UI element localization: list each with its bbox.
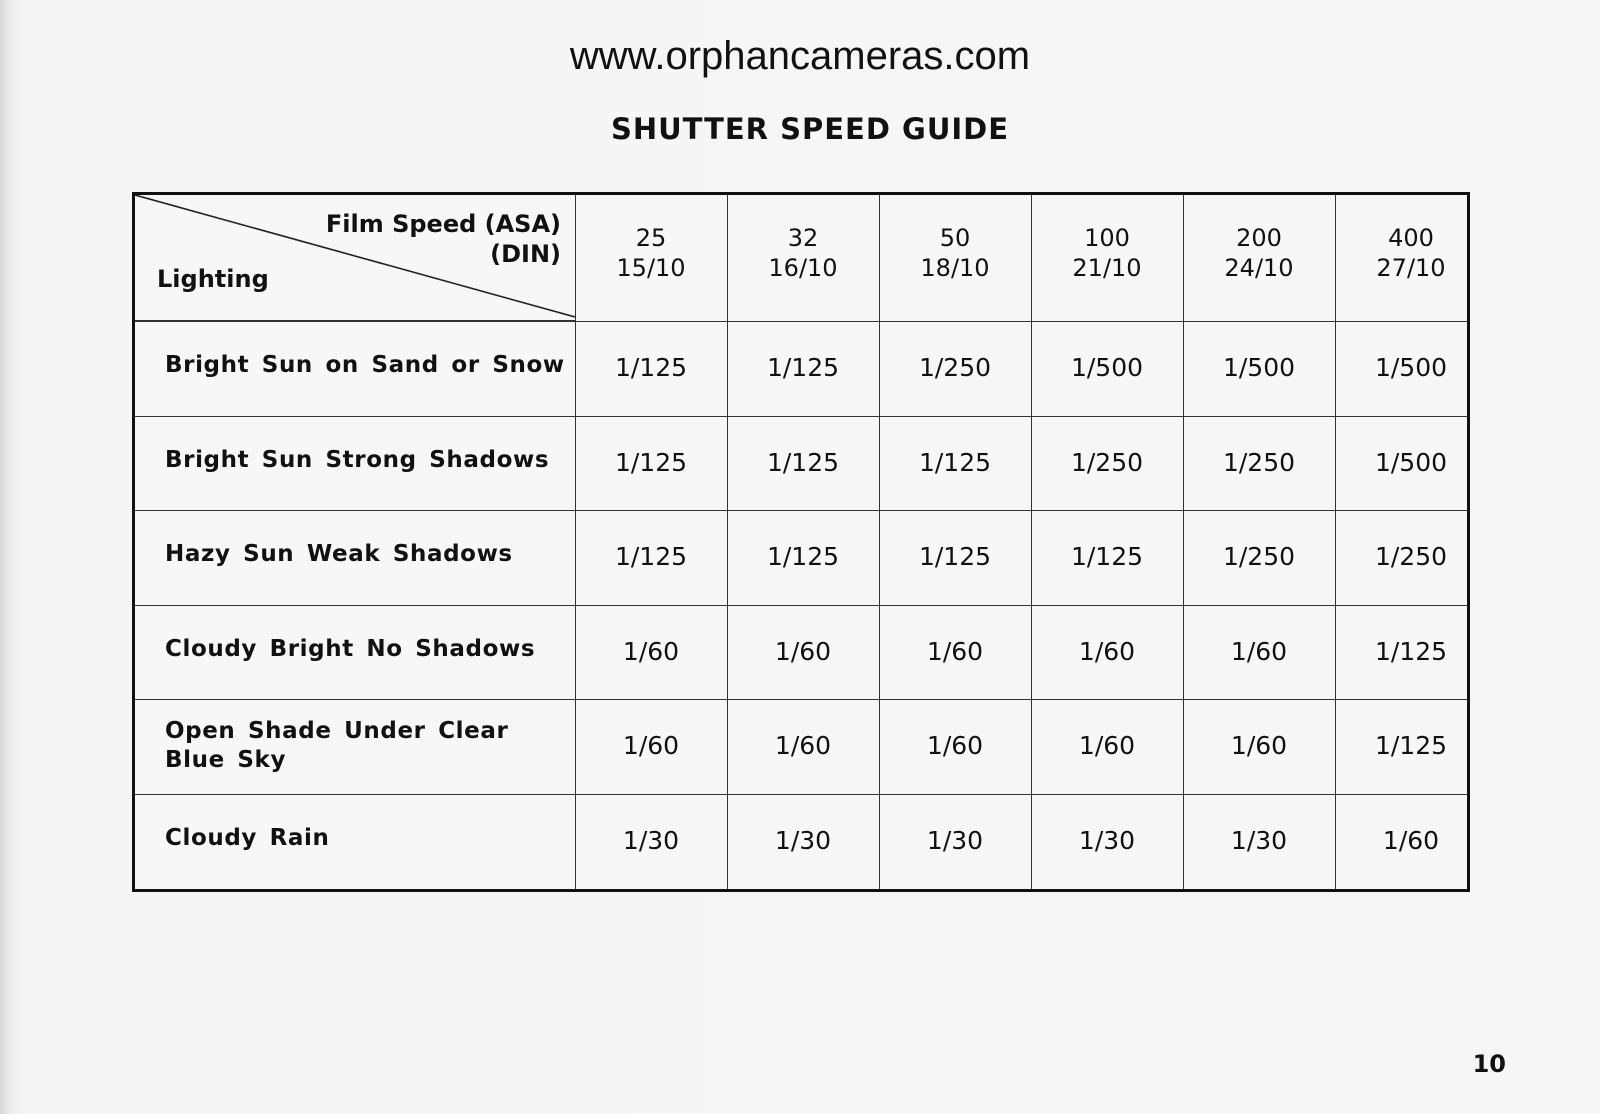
column-header-32 bbox=[727, 223, 879, 283]
row-label-line: Hazy Sun Weak Shadows bbox=[165, 541, 513, 568]
shutter-speed-cell: 1/500 bbox=[1374, 353, 1448, 382]
row-label bbox=[165, 351, 565, 380]
shutter-speed-cell: 1/500 bbox=[1070, 353, 1144, 382]
shutter-speed-cell: 1/500 bbox=[1374, 447, 1448, 477]
row-divider bbox=[135, 794, 1467, 795]
shutter-speed-cell: 1/125 bbox=[1374, 636, 1448, 666]
row-label-line: Cloudy Rain bbox=[165, 825, 330, 851]
row-label bbox=[165, 824, 330, 853]
column-header-25 bbox=[575, 223, 727, 283]
row-divider bbox=[135, 416, 1467, 417]
shutter-speed-cell: 1/125 bbox=[918, 447, 992, 477]
film-speed-din-label: (DIN) bbox=[490, 240, 561, 268]
din-value: 18/10 bbox=[920, 254, 990, 282]
film-speed-asa-label: Film Speed (ASA) bbox=[325, 210, 561, 238]
asa-value: 25 bbox=[635, 224, 667, 252]
asa-value: 32 bbox=[787, 224, 819, 252]
row-label-line: Open Shade Under Clear bbox=[165, 718, 509, 745]
shutter-speed-cell: 1/125 bbox=[614, 542, 688, 572]
shutter-speed-cell: 1/250 bbox=[1070, 447, 1144, 477]
site-url: www.orphancameras.com bbox=[569, 34, 1031, 78]
shutter-speed-cell: 1/30 bbox=[1078, 826, 1136, 855]
row-divider bbox=[135, 510, 1467, 511]
column-header-400 bbox=[1335, 223, 1487, 283]
din-value: 16/10 bbox=[768, 254, 838, 282]
asa-value: 100 bbox=[1084, 224, 1130, 252]
shutter-speed-cell: 1/60 bbox=[1382, 826, 1440, 855]
shutter-speed-cell: 1/60 bbox=[1230, 731, 1288, 761]
shutter-speed-cell: 1/250 bbox=[1374, 542, 1448, 572]
shutter-speed-cell: 1/125 bbox=[614, 447, 688, 477]
row-divider bbox=[135, 605, 1467, 606]
row-label-line: Bright Sun on Sand or Snow bbox=[165, 352, 565, 378]
row-label-line: Cloudy Bright No Shadows bbox=[165, 635, 536, 662]
shutter-speed-cell: 1/30 bbox=[774, 826, 832, 855]
shutter-speed-cell: 1/125 bbox=[918, 542, 992, 572]
shutter-speed-cell: 1/30 bbox=[622, 826, 680, 855]
column-header-50 bbox=[879, 223, 1031, 283]
shutter-speed-cell: 1/60 bbox=[774, 731, 832, 761]
shutter-speed-cell: 1/60 bbox=[1078, 731, 1136, 761]
row-label bbox=[165, 635, 535, 664]
row-label-line: Blue Sky bbox=[165, 747, 287, 774]
shutter-speed-cell: 1/60 bbox=[622, 731, 680, 761]
shutter-speed-cell: 1/250 bbox=[1222, 447, 1296, 477]
shutter-speed-cell: 1/60 bbox=[1078, 636, 1136, 666]
shutter-speed-cell: 1/60 bbox=[1230, 636, 1288, 666]
shutter-speed-cell: 1/500 bbox=[1222, 353, 1296, 382]
din-value: 24/10 bbox=[1224, 254, 1294, 282]
page-title: SHUTTER SPEED GUIDE bbox=[610, 112, 1010, 146]
row-label-line: Bright Sun Strong Shadows bbox=[165, 446, 550, 473]
shutter-speed-cell: 1/125 bbox=[1070, 542, 1144, 572]
shutter-speed-cell: 1/60 bbox=[926, 731, 984, 761]
shutter-speed-cell: 1/60 bbox=[926, 636, 984, 666]
din-value: 15/10 bbox=[616, 254, 686, 282]
row-divider bbox=[135, 699, 1467, 700]
asa-value: 400 bbox=[1388, 224, 1434, 252]
row-label bbox=[165, 446, 549, 475]
din-value: 27/10 bbox=[1376, 254, 1446, 282]
shutter-speed-cell: 1/125 bbox=[766, 353, 840, 382]
column-header-200 bbox=[1183, 223, 1335, 283]
shutter-speed-cell: 1/125 bbox=[1374, 731, 1448, 761]
shutter-speed-cell: 1/60 bbox=[622, 636, 680, 666]
asa-value: 200 bbox=[1236, 224, 1282, 252]
corner-header-cell bbox=[135, 195, 575, 321]
shutter-speed-cell: 1/30 bbox=[926, 826, 984, 855]
shutter-speed-cell: 1/125 bbox=[766, 447, 840, 477]
column-header-100 bbox=[1031, 223, 1183, 283]
film-speed-header bbox=[326, 209, 561, 269]
lighting-header: Lighting bbox=[157, 265, 269, 293]
shutter-speed-cell: 1/125 bbox=[614, 353, 688, 382]
shutter-speed-cell: 1/60 bbox=[774, 636, 832, 666]
row-label bbox=[165, 717, 508, 775]
shutter-speed-table bbox=[132, 192, 1470, 892]
din-value: 21/10 bbox=[1072, 254, 1142, 282]
shutter-speed-cell: 1/250 bbox=[918, 353, 992, 382]
header-divider bbox=[135, 321, 1467, 322]
shutter-speed-cell: 1/125 bbox=[766, 542, 840, 572]
shutter-speed-cell: 1/250 bbox=[1222, 542, 1296, 572]
row-label bbox=[165, 540, 513, 569]
page-number: 10 bbox=[1472, 1050, 1506, 1078]
asa-value: 50 bbox=[939, 224, 971, 252]
shutter-speed-cell: 1/30 bbox=[1230, 826, 1288, 855]
